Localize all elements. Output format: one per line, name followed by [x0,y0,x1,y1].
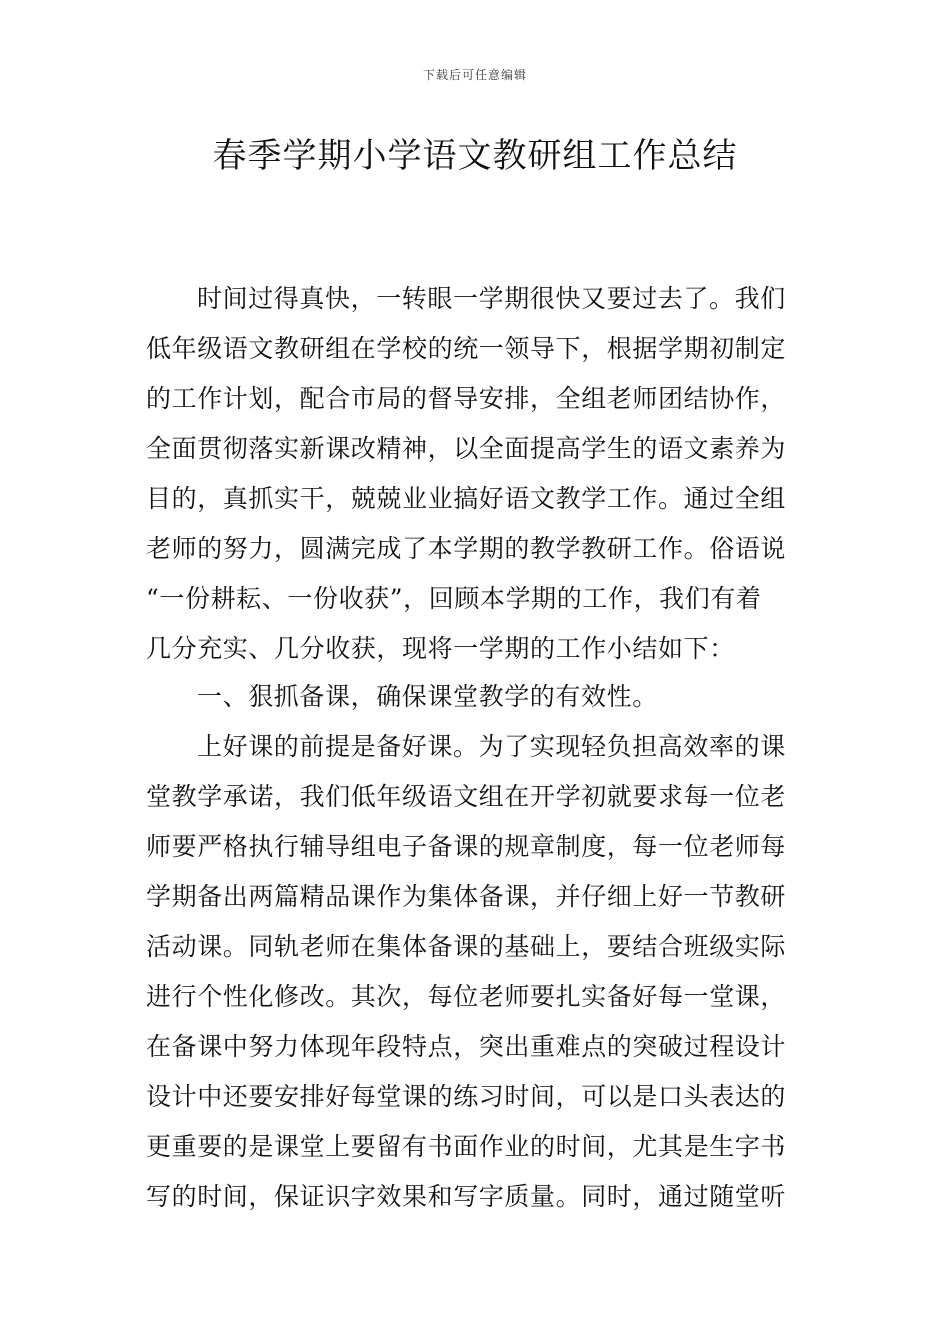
body-line: 堂教学承诺，我们低年级语文组在开学初就要求每一位老 [146,782,787,811]
body-line: 时间过得真快，一转眼一学期很快又要过去了。我们 [197,284,786,313]
body-line: 几分充实、几分收获，现将一学期的工作小结如下： [146,634,735,663]
document-title: 春季学期小学语文教研组工作总结 [212,136,738,176]
page-header-note: 下载后可任意编辑 [422,68,527,82]
body-line: 目的，真抓实干，兢兢业业搞好语文教学工作。通过全组 [146,484,787,513]
body-line: 设计中还要安排好每堂课的练习时间，可以是口头表达的 [146,1082,787,1111]
body-line: 进行个性化修改。其次，每位老师要扎实备好每一堂课， [146,982,787,1011]
body-line: 师要严格执行辅导组电子备课的规章制度，每一位老师每 [146,832,787,861]
body-line: 老师的努力，圆满完成了本学期的教学教研工作。俗语说 [146,534,787,563]
body-line: “一份耕耘、一份收获”，回顾本学期的工作，我们有着 [146,584,762,613]
body-line: 更重要的是课堂上要留有书面作业的时间，尤其是生字书 [146,1132,787,1161]
body-line: 低年级语文教研组在学校的统一领导下，根据学期初制定 [146,334,787,363]
body-line: 上好课的前提是备好课。为了实现轻负担高效率的课 [197,732,786,761]
body-line: 全面贯彻落实新课改精神，以全面提高学生的语文素养为 [146,434,787,463]
body-line: 的工作计划，配合市局的督导安排，全组老师团结协作， [146,384,787,413]
body-line: 在备课中努力体现年段特点，突出重难点的突破过程设计 [146,1032,787,1061]
body-line: 写的时间，保证识字效果和写字质量。同时，通过随堂听 [146,1182,787,1211]
body-line: 学期备出两篇精品课作为集体备课，并仔细上好一节教研 [146,882,787,911]
body-line: 活动课。同轨老师在集体备课的基础上，要结合班级实际 [146,932,787,961]
section-heading: 一、狠抓备课，确保课堂教学的有效性。 [197,682,658,711]
